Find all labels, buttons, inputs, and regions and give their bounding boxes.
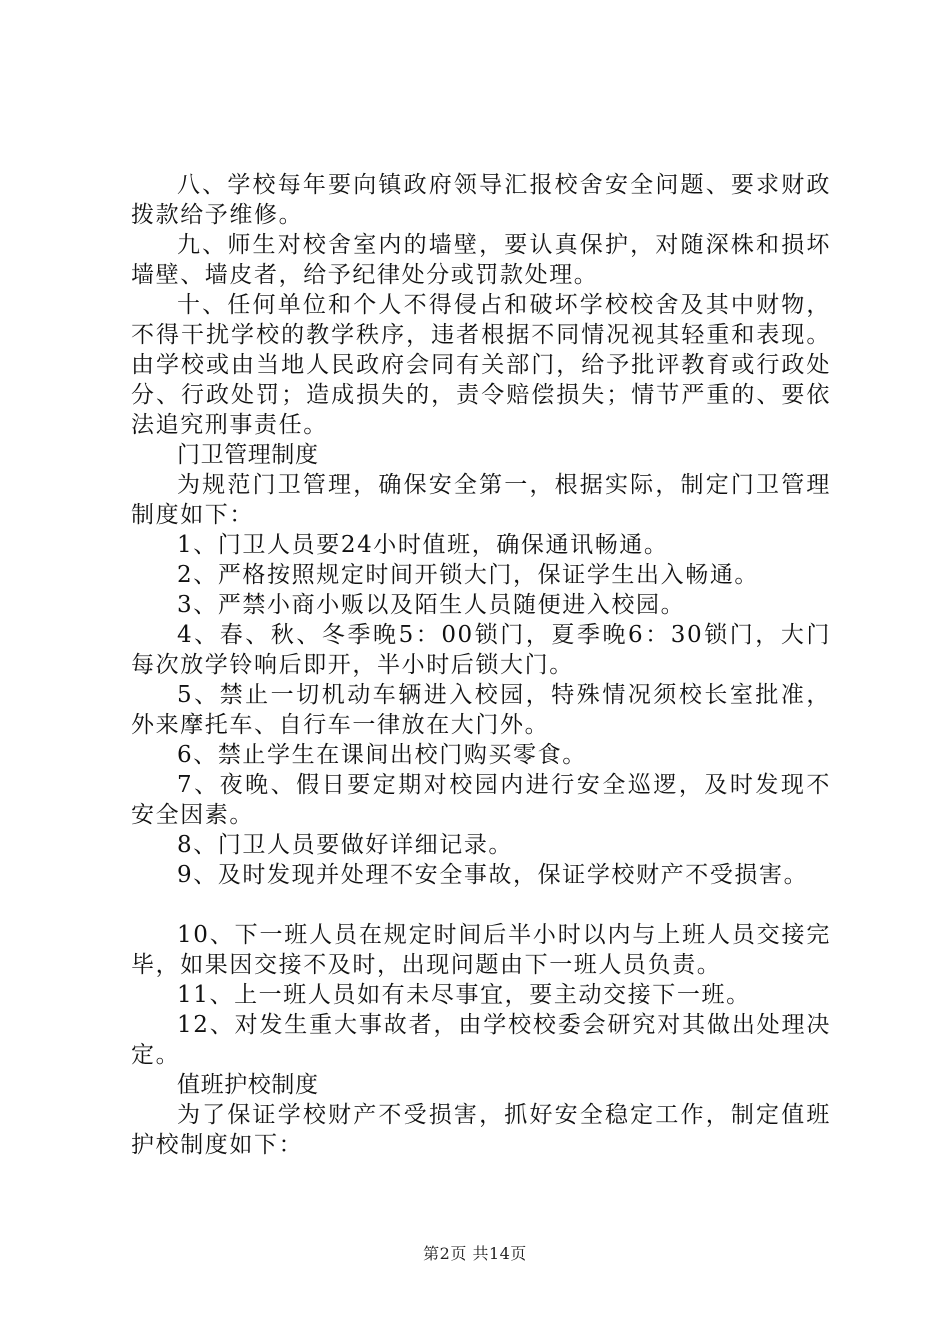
rule-item: 11、上一班人员如有未尽事宜，要主动交接下一班。 bbox=[177, 982, 751, 1008]
section-title-duty: 值班护校制度 bbox=[177, 1072, 319, 1098]
section-title-gatekeeper: 门卫管理制度 bbox=[177, 442, 319, 468]
paragraph-10: 十、任何单位和个人不得侵占和破坏学校校舍及其中财物，不得干扰学校的教学秩序，违者根据不同情况视其轻重和表现。由学校或由当地人民政府会同有关部门，给予批评教育或行政处分、行政处罚；造成损失的，责令赔偿损失；情节严重的、要依法追究刑事责任。 bbox=[131, 292, 831, 438]
rule-item: 7、夜晚、假日要定期对校园内进行安全巡逻，及时发现不安全因素。 bbox=[131, 772, 831, 828]
paragraph-8: 八、学校每年要向镇政府领导汇报校舍安全问题、要求财政拨款给予维修。 bbox=[131, 172, 831, 228]
rule-item: 10、下一班人员在规定时间后半小时以内与上班人员交接完毕，如果因交接不及时，出现问题由下一班人员负责。 bbox=[131, 922, 831, 978]
document-body bbox=[131, 170, 831, 1160]
section-intro-gatekeeper: 为规范门卫管理，确保安全第一，根据实际，制定门卫管理制度如下： bbox=[131, 472, 831, 528]
rule-item: 8、门卫人员要做好详细记录。 bbox=[177, 832, 514, 858]
rule-item: 4、春、秋、冬季晚5：00锁门，夏季晚6：30锁门，大门每次放学铃响后即开，半小时后锁大门。 bbox=[131, 622, 831, 678]
rule-item: 3、严禁小商小贩以及陌生人员随便进入校园。 bbox=[177, 592, 686, 618]
rule-item: 5、禁止一切机动车辆进入校园，特殊情况须校长室批准，外来摩托车、自行车一律放在大门外。 bbox=[131, 682, 831, 738]
section-intro-duty: 为了保证学校财产不受损害，抓好安全稳定工作，制定值班护校制度如下： bbox=[131, 1102, 831, 1158]
rule-item: 1、门卫人员要24小时值班，确保通讯畅通。 bbox=[177, 532, 669, 558]
rule-item: 6、禁止学生在课间出校门购买零食。 bbox=[177, 742, 587, 768]
rule-item: 2、严格按照规定时间开锁大门，保证学生出入畅通。 bbox=[177, 562, 760, 588]
paragraph-9: 九、师生对校舍室内的墙壁，要认真保护，对随深株和损坏墙壁、墙皮者，给予纪律处分或罚款处理。 bbox=[131, 232, 831, 288]
rule-item: 12、对发生重大事故者，由学校校委会研究对其做出处理决定。 bbox=[131, 1012, 831, 1068]
rule-item: 9、及时发现并处理不安全事故，保证学校财产不受损害。 bbox=[177, 862, 809, 888]
page-number: 第2页 共14页 bbox=[423, 1244, 527, 1263]
